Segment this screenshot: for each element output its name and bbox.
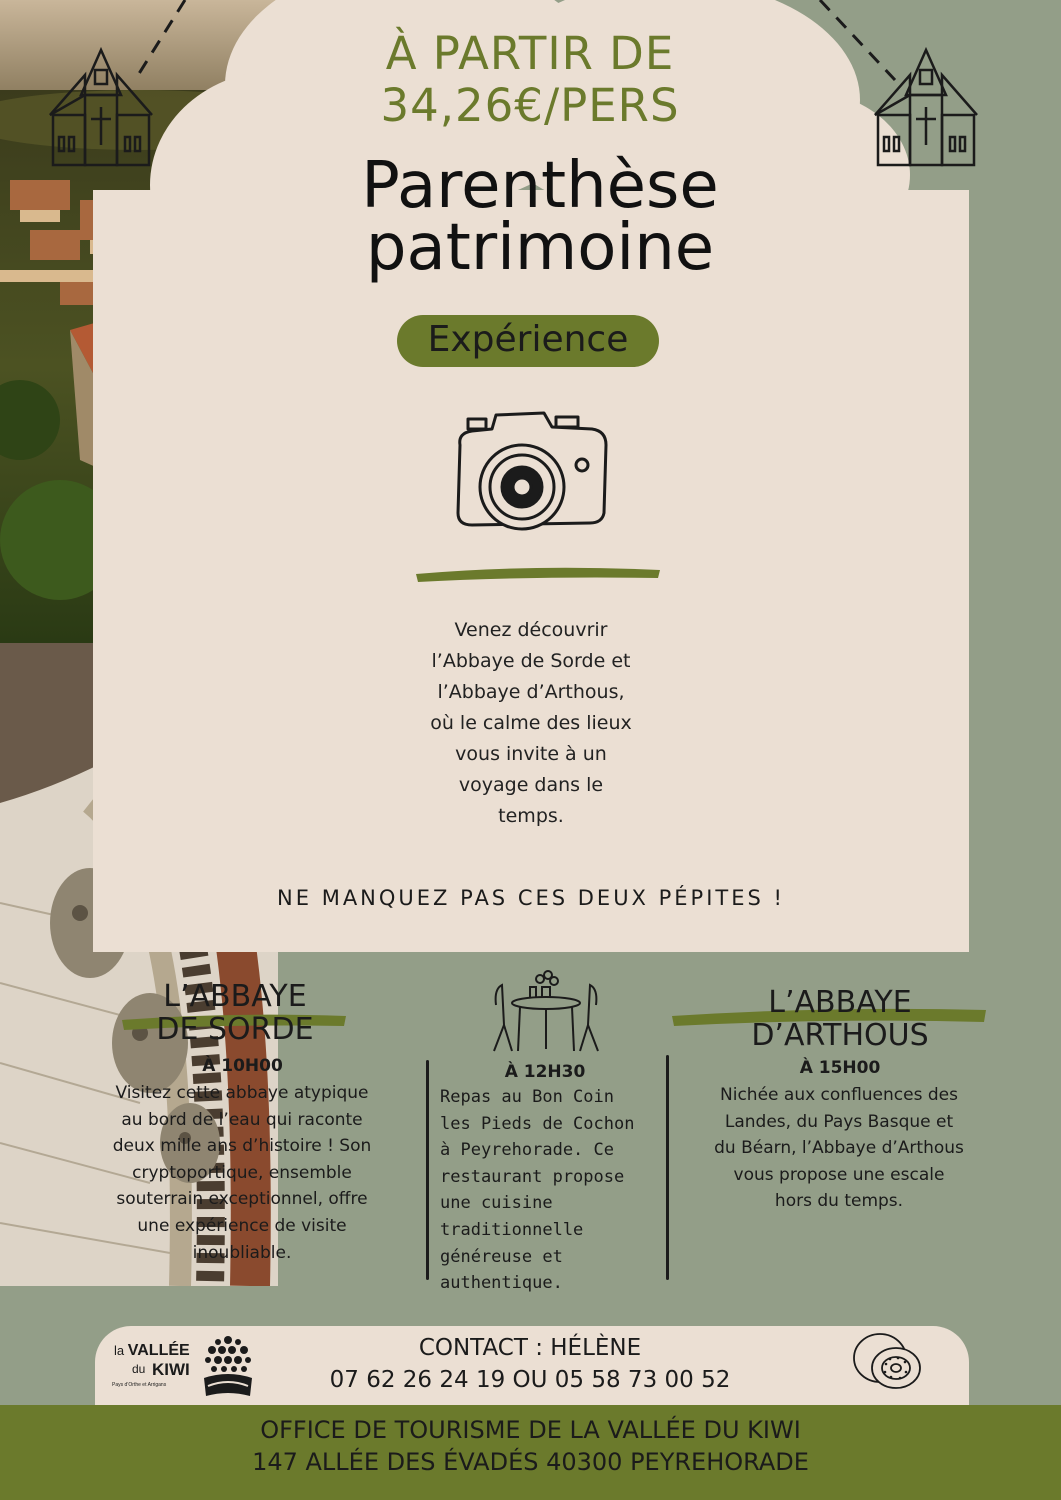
intro-line: Venez découvrir bbox=[454, 619, 608, 641]
logo-du: du bbox=[132, 1362, 146, 1376]
sorde-line: Visitez cette abbaye atypique bbox=[115, 1083, 369, 1103]
sorde-line: deux mille ans d’histoire ! Son bbox=[112, 1136, 372, 1157]
price-line-2: 34,26€/PERS bbox=[380, 79, 680, 132]
footer-office: OFFICE DE TOURISME DE LA VALLÉE DU KIWI bbox=[260, 1416, 801, 1444]
tagline: NE MANQUEZ PAS CES DEUX PÉPITES ! bbox=[277, 886, 785, 910]
column-divider bbox=[666, 1055, 669, 1280]
lunch-line: à Peyrehorade. Ce bbox=[440, 1140, 614, 1161]
tree-logo-icon bbox=[198, 1332, 258, 1398]
lunch-line: les Pieds de Cochon bbox=[440, 1113, 635, 1134]
camera-icon bbox=[452, 405, 610, 535]
sorde-line: une expérience de visite bbox=[137, 1215, 347, 1236]
sorde-line: inoubliable. bbox=[192, 1242, 292, 1263]
lunch-line: une cuisine bbox=[440, 1193, 553, 1214]
logo-tag: Pays d’Orthe et Arrigans bbox=[112, 1382, 167, 1388]
arthous-line: du Béarn, l’Abbaye d’Arthous bbox=[714, 1138, 964, 1159]
sorde-title-line: DE SORDE bbox=[156, 1012, 314, 1047]
logo-word bbox=[114, 1344, 190, 1358]
footer-address bbox=[0, 1414, 1061, 1478]
intro-description bbox=[400, 615, 662, 832]
sorde-line: souterrain exceptionnel, offre bbox=[116, 1189, 368, 1210]
intro-line: l’Abbaye d’Arthous, bbox=[437, 681, 625, 703]
lunch-line: authentique. bbox=[440, 1273, 563, 1294]
arthous-title-line: D’ARTHOUS bbox=[751, 1018, 929, 1053]
logo-small: la bbox=[114, 1343, 125, 1358]
lunch-description bbox=[440, 1084, 648, 1297]
kiwi-fruit-icon bbox=[850, 1328, 926, 1394]
logo-kiwi: KIWI bbox=[152, 1360, 190, 1379]
title-line-1: Parenthèse bbox=[361, 149, 719, 223]
column-divider bbox=[426, 1060, 429, 1280]
intro-line: vous invite à un bbox=[455, 743, 607, 765]
arthous-line: Landes, du Pays Basque et bbox=[724, 1111, 954, 1132]
contact-name: CONTACT : HÉLÈNE bbox=[418, 1335, 642, 1361]
arthous-line: vous propose une escale bbox=[733, 1164, 945, 1185]
intro-line: l’Abbaye de Sorde et bbox=[431, 650, 631, 672]
arthous-title-line: L’ABBAYE bbox=[768, 985, 912, 1020]
sorde-line: cryptoportique, ensemble bbox=[132, 1162, 352, 1183]
intro-line: voyage dans le bbox=[458, 774, 604, 796]
sorde-time: À 10H00 bbox=[202, 1056, 283, 1076]
brush-stroke bbox=[412, 560, 664, 584]
lunch-line: généreuse et bbox=[440, 1246, 563, 1267]
chapel-icon bbox=[45, 45, 157, 167]
price-line-1: À PARTIR DE bbox=[385, 27, 675, 80]
lunch-line: restaurant propose bbox=[440, 1166, 625, 1187]
vallee-du-kiwi-logo bbox=[110, 1332, 260, 1400]
price-heading bbox=[230, 28, 830, 132]
chapel-icon bbox=[870, 45, 982, 167]
title-line-2: patrimoine bbox=[365, 211, 715, 285]
logo-big: VALLÉE bbox=[127, 1342, 190, 1359]
intro-line: temps. bbox=[498, 805, 564, 827]
sorde-title bbox=[90, 980, 380, 1046]
arthous-title bbox=[690, 986, 990, 1052]
lunch-time: À 12H30 bbox=[504, 1062, 586, 1082]
arthous-time: À 15H00 bbox=[799, 1058, 881, 1078]
restaurant-table-icon bbox=[490, 965, 602, 1053]
arthous-line: Nichée aux confluences des bbox=[720, 1085, 958, 1105]
page-title bbox=[230, 149, 850, 285]
lunch-line: Repas au Bon Coin bbox=[440, 1087, 614, 1107]
footer-street: 147 ALLÉE DES ÉVADÉS 40300 PEYREHORADE bbox=[252, 1448, 809, 1476]
sorde-title-line: L’ABBAYE bbox=[163, 979, 307, 1014]
arthous-line: hors du temps. bbox=[774, 1191, 904, 1212]
contact-phone[interactable]: 07 62 26 24 19 OU 05 58 73 00 52 bbox=[329, 1367, 731, 1393]
sorde-line: au bord de l’eau qui raconte bbox=[121, 1109, 363, 1130]
lunch-line: traditionnelle bbox=[440, 1219, 584, 1240]
arthous-description bbox=[680, 1082, 998, 1215]
sorde-description bbox=[82, 1080, 402, 1266]
experience-badge: Expérience bbox=[397, 315, 659, 367]
intro-line: où le calme des lieux bbox=[430, 712, 632, 734]
contact-info bbox=[260, 1332, 800, 1396]
